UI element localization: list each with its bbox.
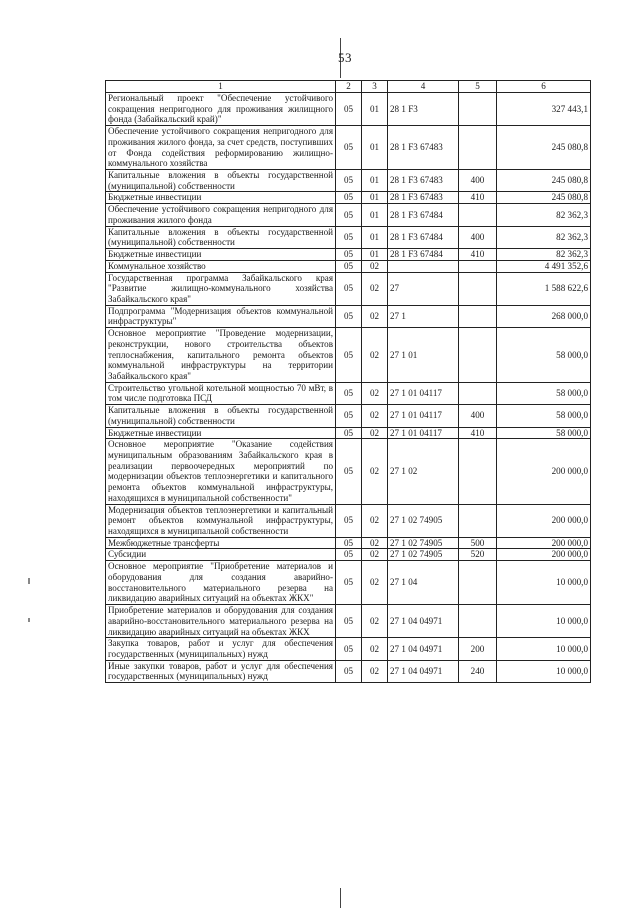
cell-name: Строительство угольной котельной мощностью 70 мВт, в том числе подготовка ПСД — [106, 382, 336, 404]
cell-name: Капитальные вложения в объекты государственной (муниципальной) собственности — [106, 405, 336, 427]
cell-subsection: 01 — [362, 93, 388, 126]
cell-subsection: 02 — [362, 605, 388, 638]
table-row — [106, 249, 591, 261]
scan-mark — [28, 618, 30, 622]
cell-csr: 27 1 01 04117 — [388, 427, 459, 439]
cell-subsection: 01 — [362, 204, 388, 226]
cell-name: Межбюджетные трансферты — [106, 537, 336, 549]
cell-name: Бюджетные инвестиции — [106, 427, 336, 439]
cell-section: 05 — [336, 170, 362, 192]
cell-csr: 28 1 F3 — [388, 93, 459, 126]
cell-subsection: 01 — [362, 192, 388, 204]
table-row — [106, 427, 591, 439]
cell-amount: 200 000,0 — [497, 504, 591, 537]
cell-vr — [459, 605, 497, 638]
cell-amount: 10 000,0 — [497, 605, 591, 638]
cell-amount: 268 000,0 — [497, 305, 591, 327]
cell-section: 05 — [336, 660, 362, 682]
cell-vr — [459, 93, 497, 126]
cell-name: Государственная программа Забайкальского края "Развитие жилищно-коммунального хозяйства Забайкальского края" — [106, 272, 336, 305]
cell-subsection: 02 — [362, 549, 388, 561]
table-row — [106, 605, 591, 638]
cell-amount: 1 588 622,6 — [497, 272, 591, 305]
cell-name: Обеспечение устойчивого сокращения непригодного для проживания жилого фонда — [106, 204, 336, 226]
cell-name: Основное мероприятие "Приобретение материалов и оборудования для создания аварийно-восстановительного материального резерва на ликвидацию аварийных ситуаций на объектах ЖКХ" — [106, 561, 336, 605]
cell-amount: 10 000,0 — [497, 660, 591, 682]
table-row — [106, 561, 591, 605]
table-row — [106, 272, 591, 305]
cell-name: Коммунальное хозяйство — [106, 260, 336, 272]
cell-vr — [459, 504, 497, 537]
table-row — [106, 549, 591, 561]
cell-vr: 200 — [459, 638, 497, 660]
cell-vr: 410 — [459, 249, 497, 261]
cell-amount: 10 000,0 — [497, 638, 591, 660]
cell-amount: 58 000,0 — [497, 427, 591, 439]
cell-amount: 10 000,0 — [497, 561, 591, 605]
cell-section: 05 — [336, 192, 362, 204]
table-row — [106, 504, 591, 537]
cell-name: Субсидии — [106, 549, 336, 561]
cell-section: 05 — [336, 537, 362, 549]
cell-csr: 27 1 01 04117 — [388, 405, 459, 427]
header-amount-column: 6 — [497, 81, 591, 93]
cell-name: Приобретение материалов и оборудования для создания аварийно-восстановительного материального резерва на ликвидацию аварийных ситуаций на объектах ЖКХ — [106, 605, 336, 638]
cell-vr: 520 — [459, 549, 497, 561]
cell-csr: 27 1 04 — [388, 561, 459, 605]
cell-csr: 28 1 F3 67483 — [388, 192, 459, 204]
cell-subsection: 02 — [362, 439, 388, 504]
cell-subsection: 02 — [362, 660, 388, 682]
cell-name: Подпрограмма "Модернизация объектов коммунальной инфраструктуры" — [106, 305, 336, 327]
cell-csr — [388, 260, 459, 272]
cell-subsection: 01 — [362, 249, 388, 261]
cell-amount: 245 080,8 — [497, 192, 591, 204]
cell-subsection: 02 — [362, 260, 388, 272]
budget-table — [105, 80, 591, 683]
cell-subsection: 02 — [362, 561, 388, 605]
cell-vr — [459, 305, 497, 327]
cell-section: 05 — [336, 260, 362, 272]
cell-name: Бюджетные инвестиции — [106, 192, 336, 204]
cell-section: 05 — [336, 93, 362, 126]
cell-section: 05 — [336, 226, 362, 248]
cell-amount: 245 080,8 — [497, 126, 591, 170]
cell-csr: 28 1 F3 67484 — [388, 204, 459, 226]
cell-amount: 82 362,3 — [497, 249, 591, 261]
cell-vr — [459, 382, 497, 404]
cell-vr: 400 — [459, 405, 497, 427]
cell-name: Модернизация объектов теплоэнергетики и капитальный ремонт объектов коммунальной инфраструктуры, находящихся в муниципальной собственности — [106, 504, 336, 537]
cell-subsection: 02 — [362, 382, 388, 404]
cell-subsection: 02 — [362, 638, 388, 660]
cell-csr: 27 1 04 04971 — [388, 638, 459, 660]
cell-section: 05 — [336, 427, 362, 439]
cell-section: 05 — [336, 638, 362, 660]
table-row — [106, 204, 591, 226]
table-header-row — [106, 81, 591, 93]
cell-subsection: 01 — [362, 226, 388, 248]
table-row — [106, 439, 591, 504]
cell-section: 05 — [336, 504, 362, 537]
cell-subsection: 02 — [362, 405, 388, 427]
header-section-column: 2 — [336, 81, 362, 93]
cell-subsection: 01 — [362, 170, 388, 192]
cell-vr — [459, 439, 497, 504]
cell-section: 05 — [336, 439, 362, 504]
cell-section: 05 — [336, 126, 362, 170]
table-row — [106, 660, 591, 682]
cell-vr — [459, 204, 497, 226]
cell-csr: 27 1 02 — [388, 439, 459, 504]
cell-vr — [459, 561, 497, 605]
cell-name: Капитальные вложения в объекты государственной (муниципальной) собственности — [106, 226, 336, 248]
cell-csr: 27 1 01 04117 — [388, 382, 459, 404]
header-vr-column: 5 — [459, 81, 497, 93]
cell-subsection: 02 — [362, 272, 388, 305]
table-row — [106, 328, 591, 383]
cell-name: Основное мероприятие "Оказание содействия муниципальным образованиям Забайкальского края в реализации первоочередных мероприятий по модернизации объектов теплоэнергетики и капитального ремонта объектов коммунальной инфраструктуры, находящихся в муниципальной собственности" — [106, 439, 336, 504]
cell-csr: 27 1 01 — [388, 328, 459, 383]
cell-amount: 82 362,3 — [497, 226, 591, 248]
cell-section: 05 — [336, 249, 362, 261]
cell-amount: 200 000,0 — [497, 439, 591, 504]
table-row — [106, 638, 591, 660]
page-number: 53 — [338, 50, 352, 65]
cell-section: 05 — [336, 605, 362, 638]
cell-vr: 410 — [459, 427, 497, 439]
cell-subsection: 02 — [362, 537, 388, 549]
table-row — [106, 405, 591, 427]
cell-amount: 58 000,0 — [497, 328, 591, 383]
table-row — [106, 382, 591, 404]
cell-section: 05 — [336, 382, 362, 404]
cell-subsection: 02 — [362, 504, 388, 537]
table-row — [106, 305, 591, 327]
cell-csr: 27 1 — [388, 305, 459, 327]
cell-csr: 28 1 F3 67483 — [388, 126, 459, 170]
cell-vr — [459, 328, 497, 383]
cell-name: Региональный проект "Обеспечение устойчивого сокращения непригодного для проживания жилищного фонда (Забайкальский край)" — [106, 93, 336, 126]
cell-amount: 58 000,0 — [497, 405, 591, 427]
header-subsection-column: 3 — [362, 81, 388, 93]
cell-csr: 28 1 F3 67484 — [388, 226, 459, 248]
cell-section: 05 — [336, 561, 362, 605]
cell-amount: 4 491 352,6 — [497, 260, 591, 272]
cell-section: 05 — [336, 272, 362, 305]
cell-vr: 400 — [459, 170, 497, 192]
table-row — [106, 170, 591, 192]
cell-amount: 200 000,0 — [497, 549, 591, 561]
cell-vr — [459, 272, 497, 305]
cell-csr: 28 1 F3 67484 — [388, 249, 459, 261]
cell-csr: 27 — [388, 272, 459, 305]
cell-vr: 400 — [459, 226, 497, 248]
cell-csr: 27 1 04 04971 — [388, 605, 459, 638]
table-row — [106, 260, 591, 272]
cell-vr: 240 — [459, 660, 497, 682]
cell-csr: 28 1 F3 67483 — [388, 170, 459, 192]
cell-subsection: 02 — [362, 427, 388, 439]
table-row — [106, 537, 591, 549]
cell-amount: 245 080,8 — [497, 170, 591, 192]
cell-section: 05 — [336, 204, 362, 226]
cell-csr: 27 1 04 04971 — [388, 660, 459, 682]
cell-subsection: 02 — [362, 328, 388, 383]
cell-section: 05 — [336, 328, 362, 383]
cell-vr — [459, 126, 497, 170]
cell-subsection: 01 — [362, 126, 388, 170]
cell-name: Закупка товаров, работ и услуг для обеспечения государственных (муниципальных) нужд — [106, 638, 336, 660]
cell-name: Иные закупки товаров, работ и услуг для обеспечения государственных (муниципальных) нужд — [106, 660, 336, 682]
cell-name: Бюджетные инвестиции — [106, 249, 336, 261]
cell-csr: 27 1 02 74905 — [388, 537, 459, 549]
table-row — [106, 226, 591, 248]
cell-name: Обеспечение устойчивого сокращения непригодного для проживания жилого фонда, за счет средств, поступивших от Фонда содействия реформированию жилищно-коммунального хозяйства — [106, 126, 336, 170]
cell-name: Основное мероприятие "Проведение модернизации, реконструкции, нового строительства объектов теплоснабжения, капитального ремонта объектов коммунальной инфраструктуры на территории Забайкальского края" — [106, 328, 336, 383]
cell-subsection: 02 — [362, 305, 388, 327]
cell-section: 05 — [336, 549, 362, 561]
cell-vr: 410 — [459, 192, 497, 204]
cell-amount: 82 362,3 — [497, 204, 591, 226]
cell-name: Капитальные вложения в объекты государственной (муниципальной) собственности — [106, 170, 336, 192]
header-csr-column: 4 — [388, 81, 459, 93]
cell-amount: 58 000,0 — [497, 382, 591, 404]
table-row — [106, 93, 591, 126]
table-row — [106, 192, 591, 204]
table-row — [106, 126, 591, 170]
cell-amount: 327 443,1 — [497, 93, 591, 126]
cell-section: 05 — [336, 305, 362, 327]
cell-vr — [459, 260, 497, 272]
cell-vr: 500 — [459, 537, 497, 549]
cell-csr: 27 1 02 74905 — [388, 504, 459, 537]
scan-mark — [28, 578, 30, 584]
header-name-column: 1 — [106, 81, 336, 93]
fold-line-bottom — [340, 888, 341, 908]
cell-csr: 27 1 02 74905 — [388, 549, 459, 561]
cell-amount: 200 000,0 — [497, 537, 591, 549]
cell-section: 05 — [336, 405, 362, 427]
